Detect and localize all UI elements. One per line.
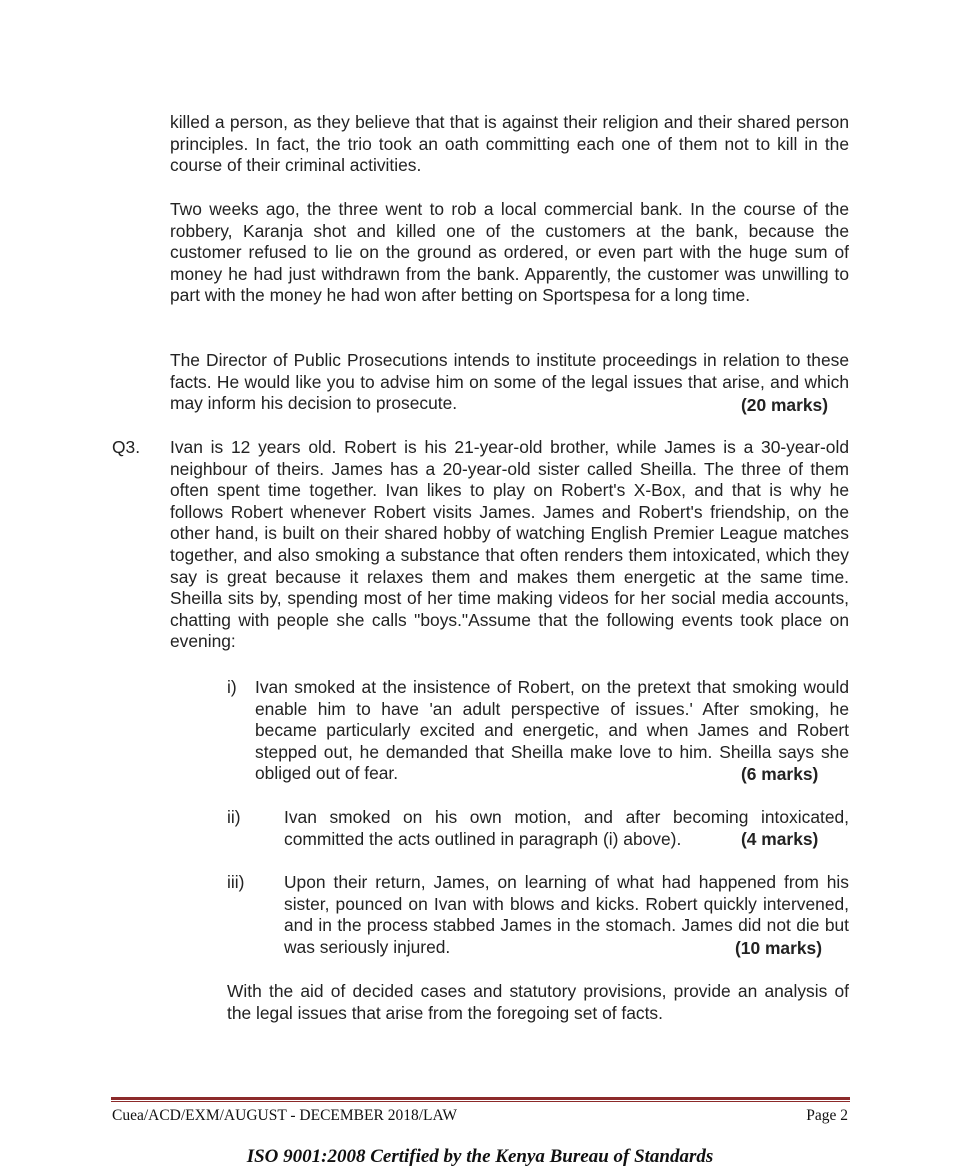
paragraph-3: The Director of Public Prosecutions intends to institute proceedings in relation to these facts. He would like you to advise him on some of the legal issues that arise, and which may inform his decision to prosecute. [170, 350, 849, 414]
paragraph-2: Two weeks ago, the three went to rob a local commercial bank. In the course of the robbery, Karanja shot and killed one of the customers at the bank, because the customer refused to lie on the ground as ordered, or even part with the huge sum of money he had just withdrawn from the bank. Apparently, the customer was unwilling to part with the money he had won after betting on Sportspesa for a long time. [170, 199, 849, 306]
item-text: Ivan smoked at the insistence of Robert, on the pretext that smoking would enable him to have 'an adult perspective of issues.' After smoking, he became particularly excited and energetic, and when James and Robert stepped out, he demanded that Sheilla make love to him. Sheilla says she obliged out of fear. [255, 677, 849, 784]
item-text: Ivan smoked on his own motion, and after becoming intoxicated, committed the acts outlined in paragraph (i) above). [284, 807, 849, 849]
marks-label: (10 marks) [735, 938, 823, 958]
question-number: Q3. [112, 437, 141, 457]
paragraph-1: killed a person, as they believe that that is against their religion and their shared person principles. In fact, the trio took an oath committing each one of them not to kill in the course of their criminal activities. [170, 112, 849, 176]
item-number: ii) [227, 807, 241, 827]
closing-instruction: With the aid of decided cases and statutory provisions, provide an analysis of the legal issues that arise from the foregoing set of facts. [227, 981, 849, 1023]
marks-label: (6 marks) [741, 764, 819, 784]
item-number: i) [227, 677, 237, 697]
page-number: Page 2 [806, 1107, 848, 1124]
marks-label: (20 marks) [741, 395, 829, 415]
exam-code: Cuea/ACD/EXM/AUGUST - DECEMBER 2018/LAW [112, 1107, 458, 1124]
item-text: Upon their return, James, on learning of what had happened from his sister, pounced on Ivan with blows and kicks. Robert quickly intervened, and in the process stabbed James in the stomach. James did not die but was seriously injured. [284, 872, 849, 957]
footer-divider-thin [111, 1101, 850, 1102]
footer-divider [111, 1097, 850, 1100]
iso-certification: ISO 9001:2008 Certified by the Kenya Bureau of Standards [246, 1146, 714, 1167]
marks-label: (4 marks) [741, 829, 819, 849]
question-text: Ivan is 12 years old. Robert is his 21-year-old brother, while James is a 30-year-old neighbour of theirs. James has a 20-year-old sister called Sheilla. The three of them often spent time together. Ivan likes to play on Robert's X-Box, and that is why he follows Robert whenever Robert visits James. James and Robert's friendship, on the other hand, is built on their shared hobby of watching English Premier League matches together, and also smoking a substance that often renders them intoxicated, which they say is great because it relaxes them and makes them energetic at the same time. Sheilla sits by, spending most of her time making videos for her social media accounts, chatting with people she calls "boys."Assume that the following events took place on evening: [170, 437, 849, 652]
item-number: iii) [227, 872, 245, 892]
